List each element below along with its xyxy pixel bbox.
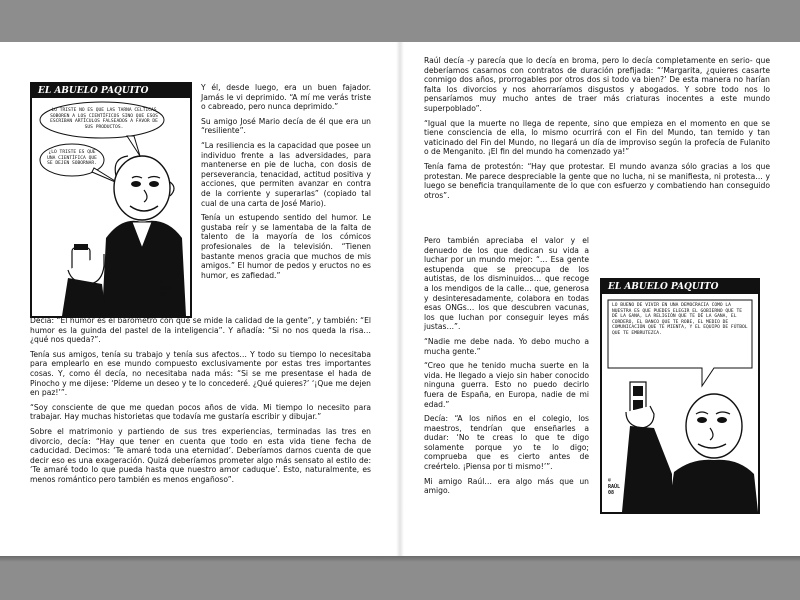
paragraph: Tenía un estupendo sentido del humor. Le gustaba reír y se lamentaba de la falta de talento de la mayoría de los cómicos profesionales de la televisión. “Tienen bastante menos gracia que muchos de mis amigos.” El humor de pedos y eructos no es humor, es zafiedad.” [201,213,371,280]
comic-title: EL ABUELO PAQUITO [32,84,190,98]
paragraph: “Igual que la muerte no llega de repente, sino que empieza en el momento en que se tiene consciencia de ella, lo mismo ocurrirá con el Fin del Mundo, tan temido y tan vaticinado del Fin del Mundo, no llegará un día de improviso según la profecía de Fulanito o de Menganito. ¡El fin del mundo ha comenzado ya!” [424,118,770,157]
comic-bubble-2: ¿LO TRISTE ES QUE UNA CIENTÍFICA QUE SE DEJEN SOBORNAR. [47,150,97,167]
comic-strip-right [600,278,760,514]
paragraph: Decía: “El humor es el barómetro con que se mide la calidad de la gente”, y también: “El humor es la guinda del pastel de la inteligencia”. Y añadía: “Si no nos queda la risa… ¿qué nos queda?”. [30,316,371,345]
comic-signature: © RAÚL 08 [608,478,621,496]
comic-signature: © RAÚL 08 [160,280,173,298]
paragraph: “Nadie me debe nada. Yo debo mucho a mucha gente.” [424,336,589,356]
left-text-narrow [201,83,371,285]
comic-strip-left [30,82,192,318]
paragraph: Raúl decía -y parecía que lo decía en broma, pero lo decía completamente en serio- que deberíamos casarnos con contratos de duración prefijada: “‘Margarita, ¿quieres casarte conmigo dos años, prorrogables por otros dos si todo va bien?’ De esta manera no harían falta los divorcios y nos ahorraríamos disgustos y abogados. Y sobre todo nos lo pensaríamos muy mucho antes de traer más criaturas inocentes a este mundo superpoblado”. [424,56,770,113]
paragraph: Y él, desde luego, era un buen fajador. Jamás le vi deprimido. “A mí me verás triste o cabreado, pero nunca deprimido.” [201,83,371,112]
page-shadow [0,556,800,562]
paragraph: “La resiliencia es la capacidad que posee un individuo frente a las adversidades, para mantenerse en pie de lucha, con dosis de perseverancia, tenacidad, actitud positiva y acciones, que permiten avanzar en contra de la corriente y superarlas” (copiado tal cual de una carta de José Mario). [201,140,371,208]
paragraph: Sobre el matrimonio y partiendo de sus tres experiencias, terminadas las tres en divorcio, decía: “Hay que tener en cuenta que todo en esta vida tiene fecha de caducidad. Decimos: ‘Te amaré toda una eternidad’. Deberíamos darnos cuenta de que decir eso es una exageración. Quizá deberíamos prometer algo más sensato al estilo de: ‘Te amaré todo lo que pueda hasta que nuestro amor caduque’. Esto, naturalmente, es menos romántico pero también es menos engañoso”. [30,426,371,484]
paragraph: “Soy consciente de que me quedan pocos años de vida. Mi tiempo lo necesito para trabajar. Hay muchas historietas que todavía me gustaría escribir y dibujar.” [30,402,371,422]
book-gutter [396,42,404,556]
book-spread [0,42,800,556]
left-text-wide [30,316,371,490]
comic-bubble-1: LO BUENO DE VIVIR EN UNA DEMOCRACIA COMO LA NUESTRA ES QUE PUEDES ELEGIR EL GOBIERNO QUE TE DÉ LA GANA, LA RELIGIÓN QUE TE DÉ LA GANA, EL CORDERO, EL BANCO QUE TE ROBE, EL MEDIO DE COMUNICACIÓN QUE TE MIENTA, Y EL EQUIPO DE FÚTBOL QUE TE EMBRUTEZCA. [612,303,748,336]
paragraph: Tenía sus amigos, tenía su trabajo y tenía sus afectos… Y todo su tiempo lo necesitaba para emplearlo en ese mundo compuesto exclusivamente por estas tres importantes cosas. Y, como él decía, no necesitaba nada más: “Si se me presentase el hada de Pinocho y me dijese: ‘Pídeme un deseo y te lo concederé. ¿Qué quieres?’ ‘¡Que me dejen en paz!’”. [30,349,371,398]
comic-bubble-1: LO TRISTE NO ES QUE LAS TARNA CELTICAS SOBOREN A LOS CIENTÍFICOS SINO QUE ESOS ESCRIBAN ARTÍCULOS FALSEADOS A FAVOR DE SUS PRODUCTOS. [50,108,158,130]
paragraph: Decía: “A los niños en el colegio, los maestros, tendrían que enseñarles a dudar: ‘No te creas lo que te digo solamente porque yo te lo digo; comprueba que es cierto antes de creértelo. ¡Piensa por ti mismo!’”. [424,414,589,472]
right-text-wide [424,56,770,205]
right-text-narrow [424,236,589,501]
paragraph: “Creo que he tenido mucha suerte en la vida. He llegado a viejo sin haber conocido ninguna guerra. Esto no puedo decirlo fuera de España, en Europa, nadie de mi edad.” [424,361,589,409]
paragraph: Su amigo José Mario decía de él que era un “resiliente”. [201,116,371,136]
comic-title: EL ABUELO PAQUITO [602,280,758,294]
paragraph: Pero también apreciaba el valor y el denuedo de los que dedican su vida a luchar por un mundo mejor: “… Esa gente estupenda que se preocupa de los autistas, de los disminuidos… que recoge a los mendigos de la calle… que, generosa y desinteresadamente, colabora en todas esas ONGs… los que descubren vacunas, los que luchan por conseguir leyes más justas…”. [424,236,589,332]
paragraph: Tenía fama de protestón: “Hay que protestar. El mundo avanza sólo gracias a los que protestan. Me parece despreciable la gente que no lucha, ni se manifiesta, ni protesta… y luego se beneficia tranquilamente de lo que con esfuerzo y combatiendo han conseguido otros”. [424,161,770,200]
paragraph: Mi amigo Raúl… era algo más que un amigo. [424,476,589,496]
